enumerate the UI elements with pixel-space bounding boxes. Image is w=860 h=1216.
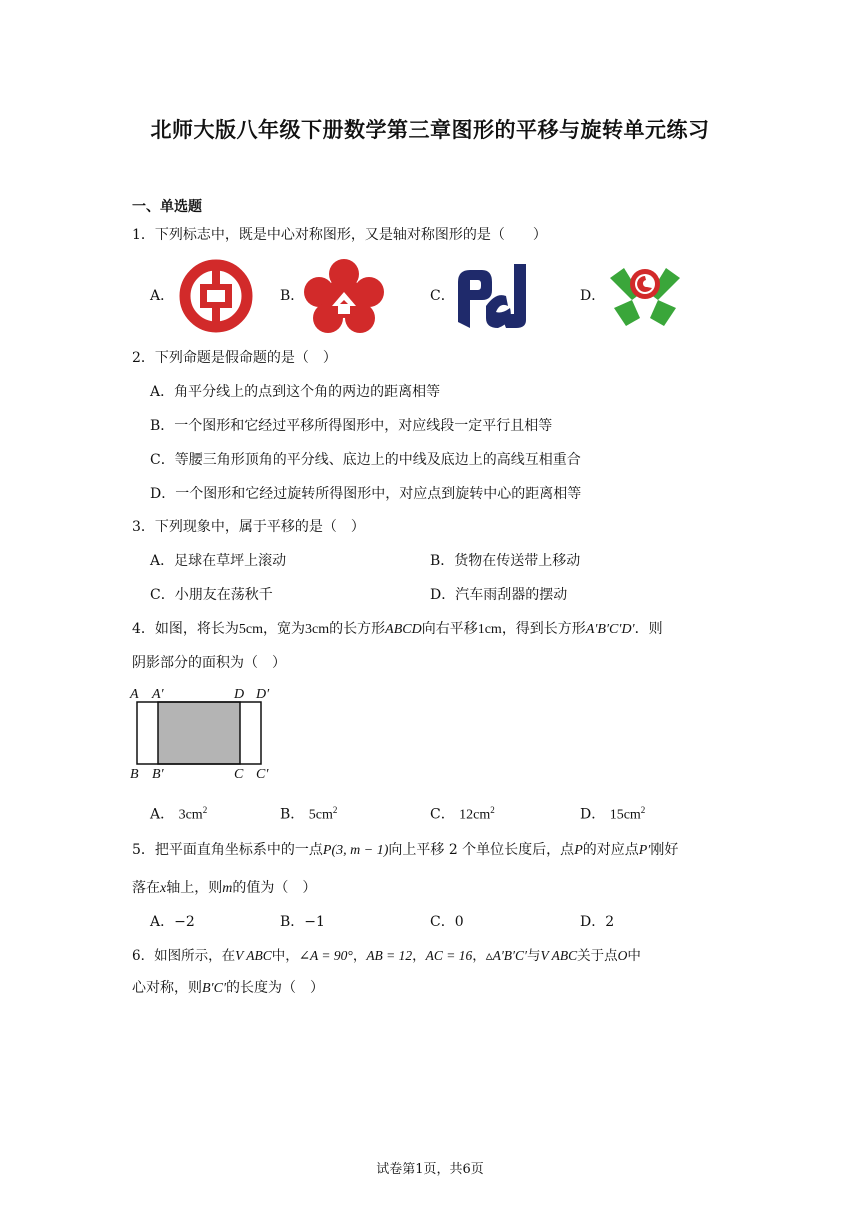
q3-option-a: A．足球在草坪上滚动 xyxy=(150,553,287,569)
psd-logo-icon xyxy=(456,262,532,330)
q4-option-d: D． $15cm^2$ xyxy=(580,805,646,823)
question-2-text: 2．下列命题是假命题的是（ ） xyxy=(132,350,337,366)
question-6-line-1: 6．如图所示，在V ABC中，∠A = 90°，AB = 12，AC = 16，▵A′B′C′与V ABC关于点O中 xyxy=(132,948,641,964)
question-6-line-2: 心对称，则B′C′的长度为（ ） xyxy=(132,980,325,996)
red-flower-bank-logo-icon xyxy=(302,258,386,336)
question-5-line-2: 落在x轴上，则m的值为（ ） xyxy=(132,880,317,896)
q2-option-d: D．一个图形和它经过旋转所得图形中，对应点到旋转中心的距离相等 xyxy=(150,486,582,502)
question-1-text: 1．下列标志中，既是中心对称图形，又是轴对称图形的是（ ） xyxy=(132,227,547,243)
q3-option-b: B．货物在传送带上移动 xyxy=(430,553,581,569)
q1-option-b-label: B． xyxy=(280,288,305,304)
q2-option-a: A．角平分线上的点到这个角的两边的距离相等 xyxy=(150,384,441,400)
label-B: B xyxy=(130,767,139,782)
label-D-prime: D′ xyxy=(256,687,270,702)
q2-option-c: C．等腰三角形顶角的平分线、底边上的中线及底边上的高线互相重合 xyxy=(150,452,581,468)
q3-option-d: D．汽车雨刮器的摆动 xyxy=(430,587,568,603)
q4-option-a: A． $3cm^2$ xyxy=(150,805,208,823)
q1-option-c-label: C． xyxy=(430,288,455,304)
q2-option-b: B．一个图形和它经过平移所得图形中，对应线段一定平行且相等 xyxy=(150,418,553,434)
bank-of-china-logo-icon xyxy=(178,258,254,334)
label-C: C xyxy=(234,767,244,782)
q4-option-b: B． $5cm^2$ xyxy=(280,805,338,823)
q1-option-a-label: A． xyxy=(150,288,175,304)
question-5-line-1: 5．把平面直角坐标系中的一点P(3, m − 1)向上平移 2 个单位长度后，点P的对应点P′刚好 xyxy=(132,842,679,858)
q1-option-d-label: D． xyxy=(580,288,606,304)
q5-option-a: A．−2 xyxy=(150,914,195,930)
question-3-text: 3．下列现象中，属于平移的是（ ） xyxy=(132,519,365,535)
label-B-prime: B′ xyxy=(152,767,164,782)
label-D: D xyxy=(234,687,245,702)
page-footer: 试卷第1页，共6页 xyxy=(376,1162,484,1177)
shaded-area xyxy=(158,702,240,764)
q5-option-b: B．−1 xyxy=(280,914,325,930)
page-title: 北师大版八年级下册数学第三章图形的平移与旋转单元练习 xyxy=(150,118,710,142)
rectangle-translation-figure xyxy=(128,682,278,782)
question-4-line-1: 4．如图，将长为5cm，宽为3cm的长方形ABCD向右平移1cm，得到长方形A′B′C′D′．则 xyxy=(132,621,663,637)
label-C-prime: C′ xyxy=(256,767,269,782)
question-4-line-2: 阴影部分的面积为（ ） xyxy=(132,655,286,671)
section-heading: 一、单选题 xyxy=(132,199,202,215)
label-A: A xyxy=(130,687,139,702)
q5-option-d: D．2 xyxy=(580,914,615,930)
label-A-prime: A′ xyxy=(152,687,164,702)
green-c-logo-icon xyxy=(606,262,684,328)
q4-option-c: C． $12cm^2$ xyxy=(430,805,495,823)
q5-option-c: C．0 xyxy=(430,914,464,930)
q3-option-c: C．小朋友在荡秋千 xyxy=(150,587,273,603)
